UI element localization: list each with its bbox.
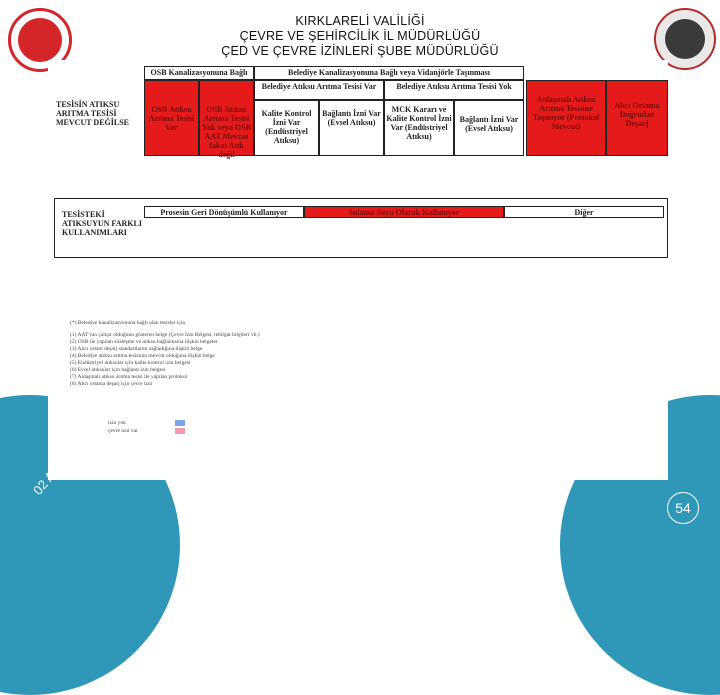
kalite-endustriyel-box: Kalite Kontrol İzni Var (Endüstriyel Atıksu) <box>254 100 319 156</box>
bel-aat-var-box: Belediye Atıksu Arıtma Tesisi Var <box>254 80 384 100</box>
osb-aat-yok-box: OSB Atıksu Arıtma Tesisi Yok veya OSB AAT Mevcut fakat Atık değil <box>199 80 254 156</box>
legend-swatch-2 <box>175 428 185 434</box>
diagram-panel <box>48 60 668 480</box>
osb-header: OSB Kanalizasyonuna Bağlı <box>144 66 254 80</box>
bel-aat-yok-box: Belediye Atıksu Arıtma Tesisi Yok <box>384 80 524 100</box>
page-number: 54 <box>667 492 699 524</box>
footnote-6: (6) Evsel atıksular için bağlantı izin belgesi <box>70 367 166 373</box>
header-line-2: ÇEVRE VE ŞEHİRCİLİK İL MÜDÜRLÜĞÜ <box>239 29 481 43</box>
baglanti-izni-box: Bağlantı İzni Var (Evsel Atıksu) <box>454 100 524 156</box>
footnote-5: (5) Endüstriyel atıksular için kalite kontrol izin belgesi <box>70 360 191 366</box>
left-title: TESİSİN ATIKSU ARITMA TESİSİ MEVCUT DEĞİLSE <box>56 100 129 127</box>
diger-box: Diğer <box>504 206 664 218</box>
footnote-4: (4) Belediye atıksu arıtma tesisinin mevcut olduğuna ilişkin belge <box>70 353 215 359</box>
proses-box: Prosesin Geri Dönüşümlü Kullanıyor <box>144 206 304 218</box>
anlasmali-box: Anlaşmalı Atıksu Arıtma Tesisine Taşınıyor (Protokol Mevcut) <box>526 80 606 156</box>
footnote-1: (1) AAT’nin çalışır olduğunu gösteren belge (Çevre İzin Belgesi, tebligat bilgileri vb.) <box>70 332 260 338</box>
belediye-header: Belediye Kanalizasyonuna Bağlı veya Vidanjörle Taşınması <box>254 66 524 80</box>
sulama-box: Sulama Suyu Olarak Kullanıyor <box>304 206 504 218</box>
baglanti-evsel-box: Bağlantı İzni Var (Evsel Atıksu) <box>319 100 384 156</box>
legend-item-2: çevre izni var <box>108 428 138 434</box>
footnote-7: (7) Anlaşmalı atıksu arıtma tesisi ile yapılan protokol <box>70 374 188 380</box>
footnote-2: (2) OSB ile yapılan sözleşme ve atıksu bağlantısına ilişkin belgeler <box>70 339 218 345</box>
osb-aat-box: OSB Atıksu Arıtma Tesisi Var <box>144 80 199 156</box>
mck-karar-box: MCK Kararı ve Kalite Kontrol İzni Var (Endüstriyel Atıksu) <box>384 100 454 156</box>
footnote-3: (3) Alıcı ortam deşarj standartlarını sağladığına ilişkin belge <box>70 346 203 352</box>
footnote-8: (8) Alıcı ortama deşarj için çevre izni <box>70 381 153 387</box>
legend-swatch-1 <box>175 420 185 426</box>
alici-ortam-box: Alıcı Ortama Doğrudan Deşarj <box>606 80 668 156</box>
second-title: TESİSTEKİ ATIKSUYUN FARKLI KULLANIMLARI <box>62 210 142 237</box>
header-line-3: ÇED VE ÇEVRE İZİNLERİ ŞUBE MÜDÜRLÜĞÜ <box>221 44 499 58</box>
date-fragment: 02 Aralık <box>30 449 75 498</box>
legend-item-1: izin yok <box>108 420 126 426</box>
footnote-0: (*) Belediye kanalizasyonuna bağlı olan tesisler için <box>70 320 186 326</box>
header-line-1: KIRKLARELİ VALİLİĞİ <box>295 14 425 28</box>
page-header <box>0 14 720 59</box>
